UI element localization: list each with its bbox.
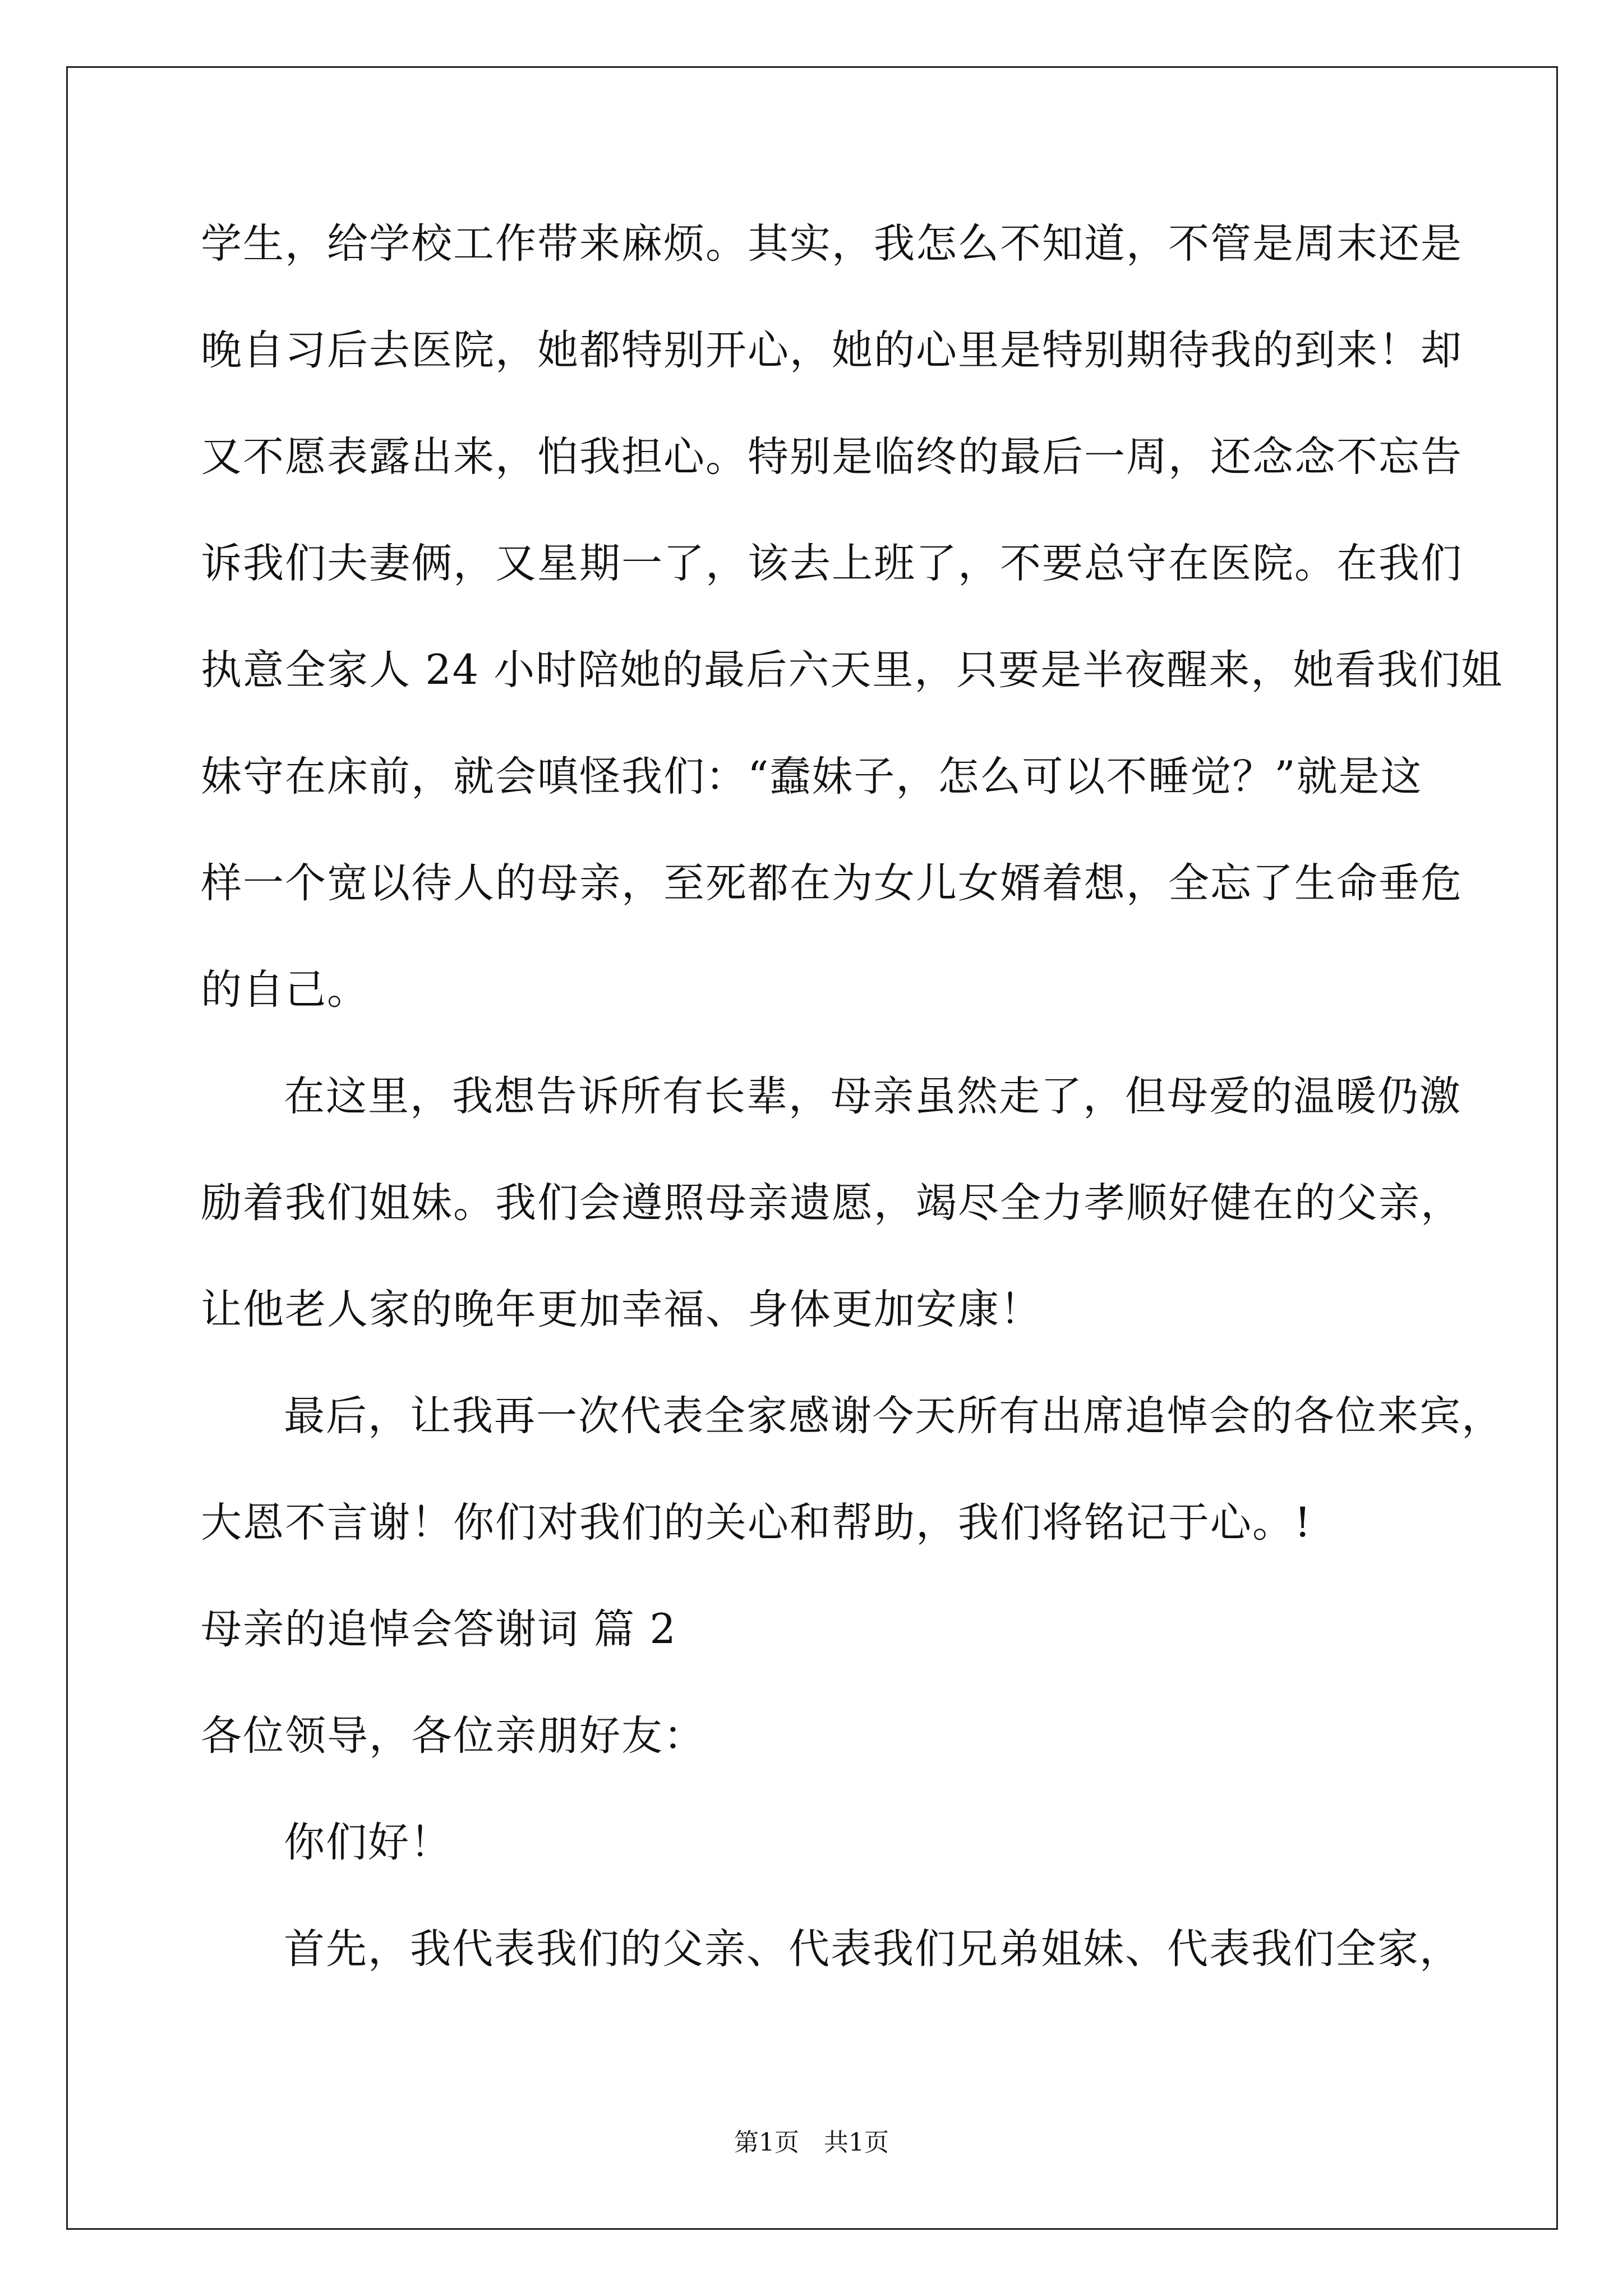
- paragraph-line: 晚自习后去医院，她都特别开心，她的心里是特别期待我的到来！却: [201, 326, 1463, 374]
- salutation: 各位领导，各位亲朋好友：: [201, 1712, 706, 1760]
- paragraph-line: 励着我们姐妹。我们会遵照母亲遗愿，竭尽全力孝顺好健在的父亲，: [201, 1179, 1463, 1227]
- paragraph-line: 大恩不言谢！你们对我们的关心和帮助，我们将铭记于心。!: [201, 1499, 1312, 1547]
- paragraph-line: 在这里，我想告诉所有长辈，母亲虽然走了，但母爱的温暖仍激: [284, 1073, 1461, 1120]
- paragraph-line: 执意全家人 24 小时陪她的最后六天里，只要是半夜醒来，她看我们姐: [201, 646, 1504, 694]
- page-border: [66, 66, 1558, 2230]
- paragraph-line: 诉我们夫妻俩，又星期一了，该去上班了，不要总守在医院。在我们: [201, 540, 1463, 587]
- paragraph-line: 的自己。: [201, 966, 369, 1014]
- paragraph-line: 妹守在床前，就会嗔怪我们：“蠢妹子，怎么可以不睡觉？”就是这: [201, 753, 1423, 800]
- paragraph-line: 样一个宽以待人的母亲，至死都在为女儿女婿着想，全忘了生命垂危: [201, 859, 1463, 907]
- section-heading: 母亲的追悼会答谢词 篇 2: [201, 1605, 677, 1653]
- greeting: 你们好！: [284, 1819, 452, 1866]
- paragraph-line: 让他老人家的晚年更加幸福、身体更加安康！: [201, 1286, 1042, 1333]
- paragraph-line: 学生，给学校工作带来麻烦。其实，我怎么不知道，不管是周末还是: [201, 220, 1463, 268]
- paragraph-line: 又不愿表露出来，怕我担心。特别是临终的最后一周，还念念不忘告: [201, 433, 1463, 481]
- paragraph-line: 最后，让我再一次代表全家感谢今天所有出席追悼会的各位来宾，: [284, 1392, 1504, 1440]
- page-footer: 第1页 共1页: [734, 2128, 889, 2157]
- paragraph-line: 首先，我代表我们的父亲、代表我们兄弟姐妹、代表我们全家，: [284, 1925, 1461, 1973]
